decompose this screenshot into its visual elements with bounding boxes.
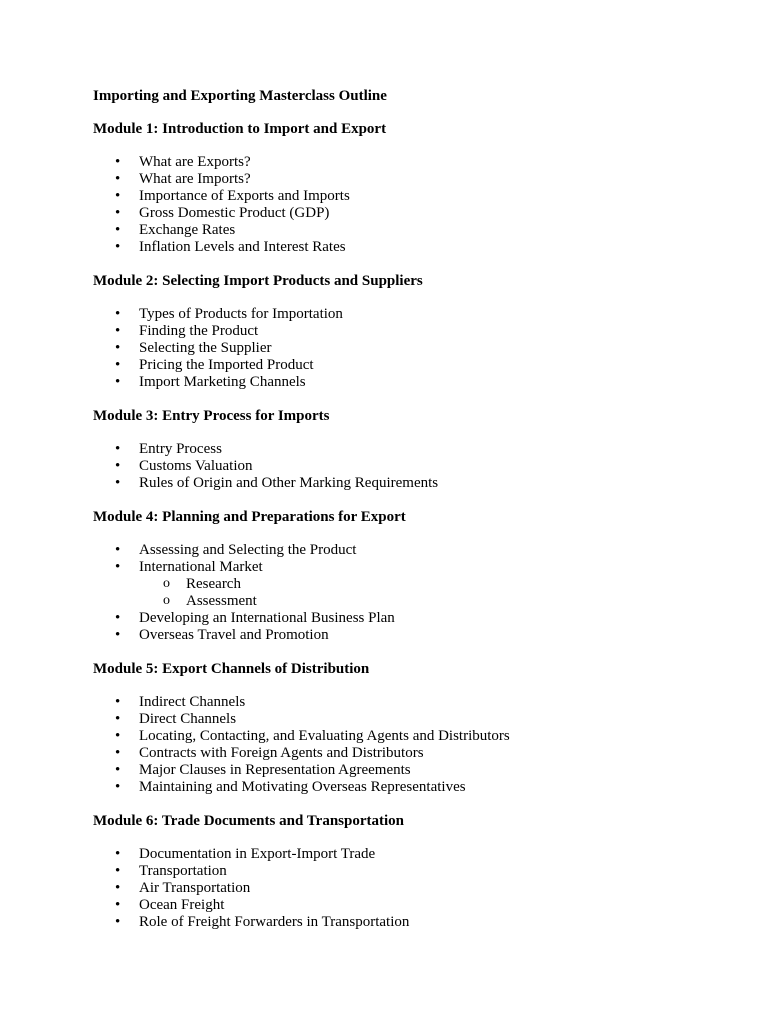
list-item (93, 610, 733, 627)
list-item-label: Locating, Contacting, and Evaluating Agents and Distributors (139, 728, 510, 744)
list-item-label: Contracts with Foreign Agents and Distributors (139, 745, 424, 761)
sub-bullet-list (93, 576, 733, 610)
list-item-label: What are Exports? (139, 154, 251, 170)
module-section (93, 661, 733, 796)
list-item (93, 745, 733, 762)
module-section (93, 509, 733, 644)
bullet-list (93, 846, 733, 931)
list-item (93, 779, 733, 796)
list-item (93, 205, 733, 222)
module-heading: Module 4: Planning and Preparations for Export (93, 509, 406, 525)
list-item-label: Exchange Rates (139, 222, 236, 238)
list-item (93, 880, 733, 897)
list-item (93, 914, 733, 931)
list-item (93, 475, 733, 492)
module-heading: Module 6: Trade Documents and Transportation (93, 813, 404, 829)
bullet-list (93, 154, 733, 256)
list-item (93, 441, 733, 458)
list-item-label: Import Marketing Channels (139, 374, 306, 390)
list-item (93, 239, 733, 256)
list-item (93, 694, 733, 711)
bullet-list (93, 306, 733, 391)
list-item (93, 188, 733, 205)
list-item-label: Documentation in Export-Import Trade (139, 846, 376, 862)
module-heading: Module 3: Entry Process for Imports (93, 408, 330, 424)
list-item (93, 154, 733, 171)
list-item-label: Direct Channels (139, 711, 237, 727)
list-item (93, 863, 733, 880)
list-item-label: International Market (139, 559, 263, 575)
list-item (93, 846, 733, 863)
list-item-label: Air Transportation (139, 880, 251, 896)
list-item-label: Ocean Freight (139, 897, 225, 913)
list-item (93, 340, 733, 357)
list-item (93, 711, 733, 728)
module-section (93, 408, 733, 492)
document-page (93, 88, 733, 948)
list-item-label: Major Clauses in Representation Agreements (139, 762, 411, 778)
list-item-label: Maintaining and Motivating Overseas Representatives (139, 779, 466, 795)
list-item (93, 762, 733, 779)
list-item (93, 458, 733, 475)
list-item-label: Finding the Product (139, 323, 259, 339)
list-item (93, 171, 733, 188)
list-item (93, 728, 733, 745)
list-item-label: Developing an International Business Plan (139, 610, 395, 626)
list-item-label: What are Imports? (139, 171, 251, 187)
module-heading: Module 5: Export Channels of Distribution (93, 661, 370, 677)
list-item-label: Importance of Exports and Imports (139, 188, 350, 204)
list-item-label: Pricing the Imported Product (139, 357, 314, 373)
list-item (93, 627, 733, 644)
list-item-label: Customs Valuation (139, 458, 253, 474)
module-heading: Module 2: Selecting Import Products and Suppliers (93, 273, 423, 289)
bullet-list (93, 441, 733, 492)
list-item-label: Role of Freight Forwarders in Transportation (139, 914, 410, 930)
list-item (93, 323, 733, 340)
list-item (93, 559, 733, 576)
sub-list-item: o Research (93, 576, 733, 593)
list-item (93, 306, 733, 323)
list-item-label: Assessing and Selecting the Product (139, 542, 357, 558)
module-section (93, 813, 733, 931)
list-item-label: Rules of Origin and Other Marking Requirements (139, 475, 439, 491)
list-item (93, 222, 733, 239)
sub-list-item: o Assessment (93, 593, 733, 610)
list-item (93, 897, 733, 914)
list-item-label: Gross Domestic Product (GDP) (139, 205, 330, 221)
module-section (93, 273, 733, 391)
list-item-label: Indirect Channels (139, 694, 246, 710)
list-item-label: Overseas Travel and Promotion (139, 627, 329, 643)
list-item (93, 374, 733, 391)
list-item-label: Selecting the Supplier (139, 340, 272, 356)
module-heading: Module 1: Introduction to Import and Export (93, 121, 387, 137)
document-title: Importing and Exporting Masterclass Outline (93, 88, 387, 104)
bullet-list (93, 542, 733, 644)
module-section (93, 121, 733, 256)
list-item (93, 357, 733, 374)
list-item-label: Inflation Levels and Interest Rates (139, 239, 346, 255)
list-item (93, 542, 733, 559)
list-item-label: Types of Products for Importation (139, 306, 343, 322)
list-item-label: Entry Process (139, 441, 222, 457)
list-item-label: Transportation (139, 863, 227, 879)
module-list (93, 121, 733, 931)
bullet-list (93, 694, 733, 796)
